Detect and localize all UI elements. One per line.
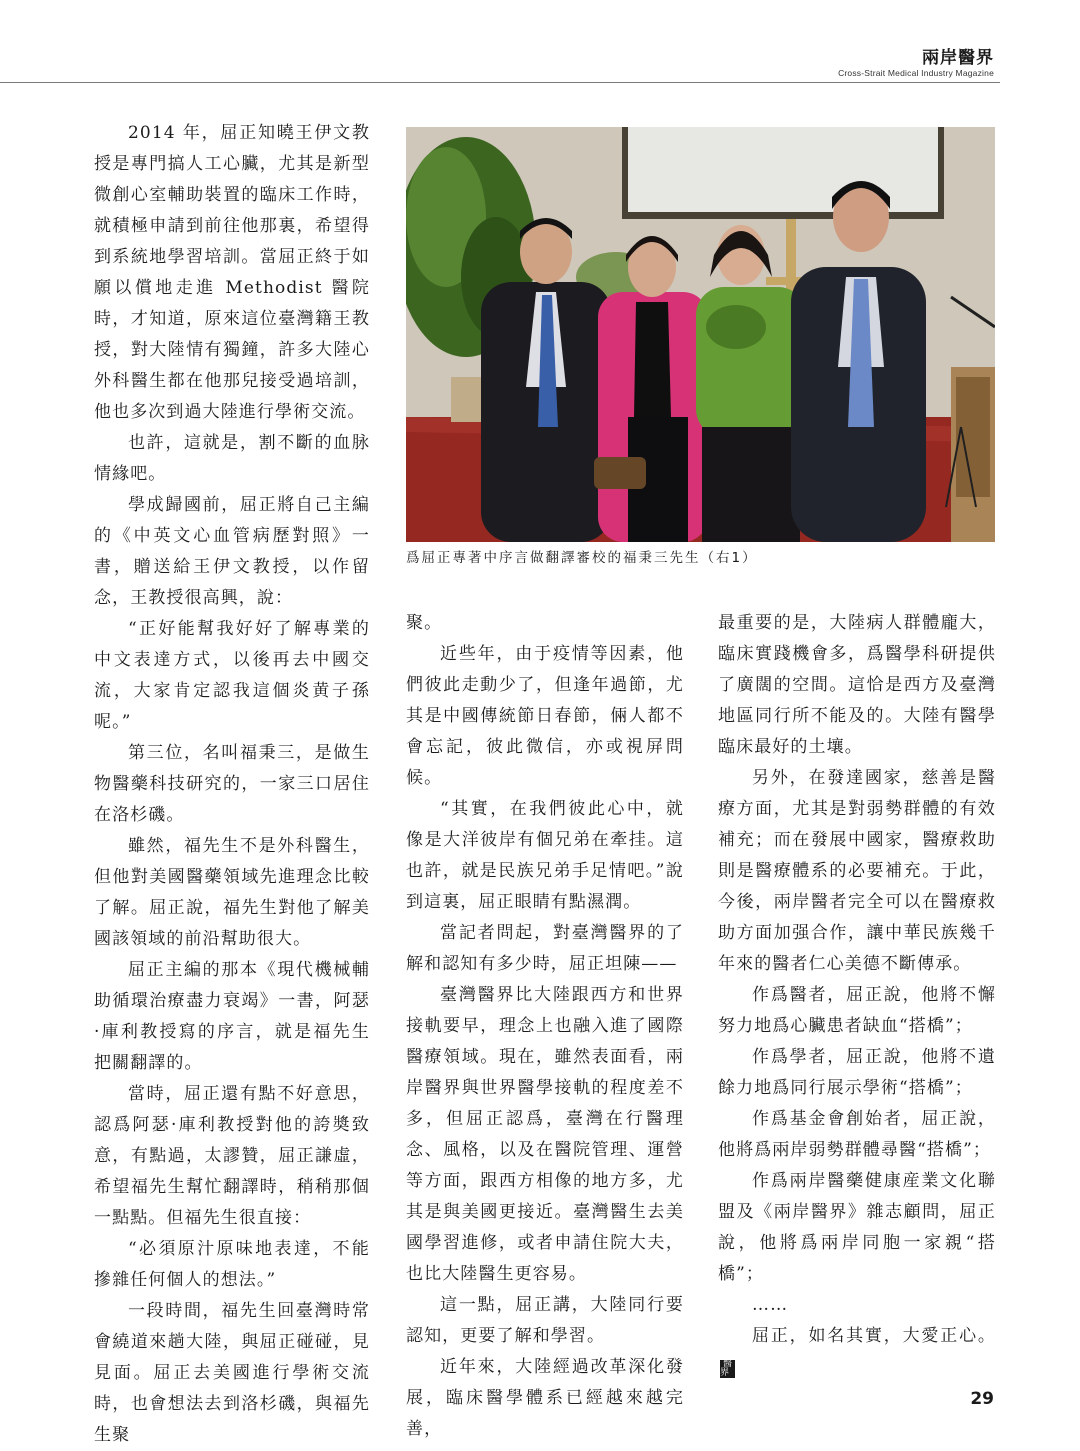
- text-column-right: [718, 608, 996, 1383]
- text-column-middle: [406, 608, 684, 1445]
- paragraph: “正好能幫我好好了解專業的中文表達方式，以後再去中國交流，大家肯定認我這個炎黄子孫呢。”: [94, 619, 370, 732]
- paragraph: 當時，屈正還有點不好意思，認爲阿瑟·庫利教授對他的誇奬致意，有點過，太謬贊，屈正謙虛，希望福先生幫忙翻譯時，稍稍那個一點點。但福先生很直接：: [94, 1084, 370, 1228]
- masthead: [838, 48, 994, 79]
- photo-caption: 爲屈正專著中序言做翻譯審校的福秉三先生（右1）: [406, 550, 758, 566]
- paragraph: 作爲學者，屈正說，他將不遺餘力地爲同行展示學術“搭橋”；: [718, 1047, 996, 1098]
- paragraph: 近年來，大陸經過改革深化發展，臨床醫學體系已經越來越完善，: [406, 1357, 684, 1439]
- paragraph: “其實，在我們彼此心中，就像是大洋彼岸有個兄弟在牽挂。這也許，就是民族兄弟手足情吧。”說到這裏，屈正眼睛有點濕潤。: [406, 799, 684, 912]
- group-photo-illustration: [406, 127, 995, 542]
- paragraph: 也許，這就是，割不斷的血脉情緣吧。: [94, 433, 370, 484]
- paragraph: 臺灣醫界比大陸跟西方和世界接軌要早，理念上也融入進了國際醫療領域。現在，雖然表面看，兩岸醫界與世界醫學接軌的程度差不多，但屈正認爲，臺灣在行醫理念、風格，以及在醫院管理、運營等方面，跟西方相像的地方多，尤其是與美國更接近。臺灣醫生去美國學習進修，或者申請住院大夫，也比大陸醫生更容易。: [406, 985, 684, 1284]
- paragraph: 最重要的是，大陸病人群體龐大，臨床實踐機會多，爲醫學科研提供了廣闊的空間。這恰是西方及臺灣地區同行所不能及的。大陸有醫學臨床最好的土壤。: [718, 613, 996, 757]
- paragraph: 屈正主編的那本《現代機械輔助循環治療盡力衰竭》一書，阿瑟·庫利教授寫的序言，就是福先生把關翻譯的。: [94, 960, 370, 1073]
- text-column-left: [94, 118, 370, 1451]
- paragraph: 近些年，由于疫情等因素，他們彼此走動少了，但逢年過節，尤其是中國傳統節日春節，倆人都不會忘記，彼此微信，亦或視屏問候。: [406, 644, 684, 788]
- paragraph: 作爲醫者，屈正說，他將不懈努力地爲心臟患者缺血“搭橋”；: [718, 985, 996, 1036]
- paragraph: 當記者問起，對臺灣醫界的了解和認知有多少時，屈正坦陳——: [406, 923, 684, 974]
- end-mark-icon: 醫界: [720, 1360, 735, 1378]
- closing-paragraph: [718, 1321, 996, 1383]
- paragraph: “必須原汁原味地表達，不能摻雜任何個人的想法。”: [94, 1239, 370, 1290]
- closing-text: 屈正，如名其實，大愛正心。: [752, 1326, 996, 1346]
- paragraph: 另外，在發達國家，慈善是醫療方面，尤其是對弱勢群體的有效補充；而在發展中國家，醫療救助則是醫療體系的必要補充。于此，今後，兩岸醫者完全可以在醫療救助方面加强合作，讓中華民族幾千年來的醫者仁心美德不斷傳承。: [718, 768, 996, 974]
- paragraph: 第三位，名叫福秉三，是做生物醫藥科技研究的，一家三口居住在洛杉磯。: [94, 743, 370, 825]
- paragraph: 雖然，福先生不是外科醫生，但他對美國醫藥領域先進理念比較了解。屈正說，福先生對他了解美國該領域的前沿幫助很大。: [94, 836, 370, 949]
- article-photo: [406, 127, 995, 542]
- magazine-title: 兩岸醫界: [922, 48, 994, 68]
- paragraph: 作爲兩岸醫藥健康産業文化聯盟及《兩岸醫界》雜志顧問，屈正說，他將爲兩岸同胞一家親“搭橋”；: [718, 1171, 996, 1284]
- magazine-subtitle: Cross-Strait Medical Industry Magazine: [838, 68, 994, 78]
- header-rule: [0, 82, 1000, 83]
- paragraph: 一段時間，福先生回臺灣時常會繞道來趟大陸，與屈正碰碰，見見面。屈正去美國進行學術交流時，也會想法去到洛杉磯，與福先生聚: [94, 1301, 370, 1445]
- paragraph: ……: [752, 1295, 789, 1315]
- paragraph: 這一點，屈正講，大陸同行要認知，更要了解和學習。: [406, 1295, 684, 1346]
- paragraph: 聚。: [406, 613, 443, 633]
- paragraph: 作爲基金會創始者，屈正說，他將爲兩岸弱勢群體尋醫“搭橋”；: [718, 1109, 996, 1160]
- paragraph: 2014 年，屈正知曉王伊文教授是專門搞人工心臟，尤其是新型微創心室輔助裝置的臨床工作時，就積極申請到前往他那裏，希望得到系統地學習培訓。當屈正終于如願以償地走進 Methodist 醫院時，才知道，原來這位臺灣籍王教授，對大陸情有獨鐘，許多大陸心外科醫生都在他那兒接受過培訓，他也多次到過大陸進行學術交流。: [94, 123, 370, 422]
- page-number: 29: [970, 1389, 994, 1409]
- paragraph: 學成歸國前，屈正將自己主編的《中英文心血管病歷對照》一書，贈送給王伊文教授，以作留念，王教授很高興，說：: [94, 495, 370, 608]
